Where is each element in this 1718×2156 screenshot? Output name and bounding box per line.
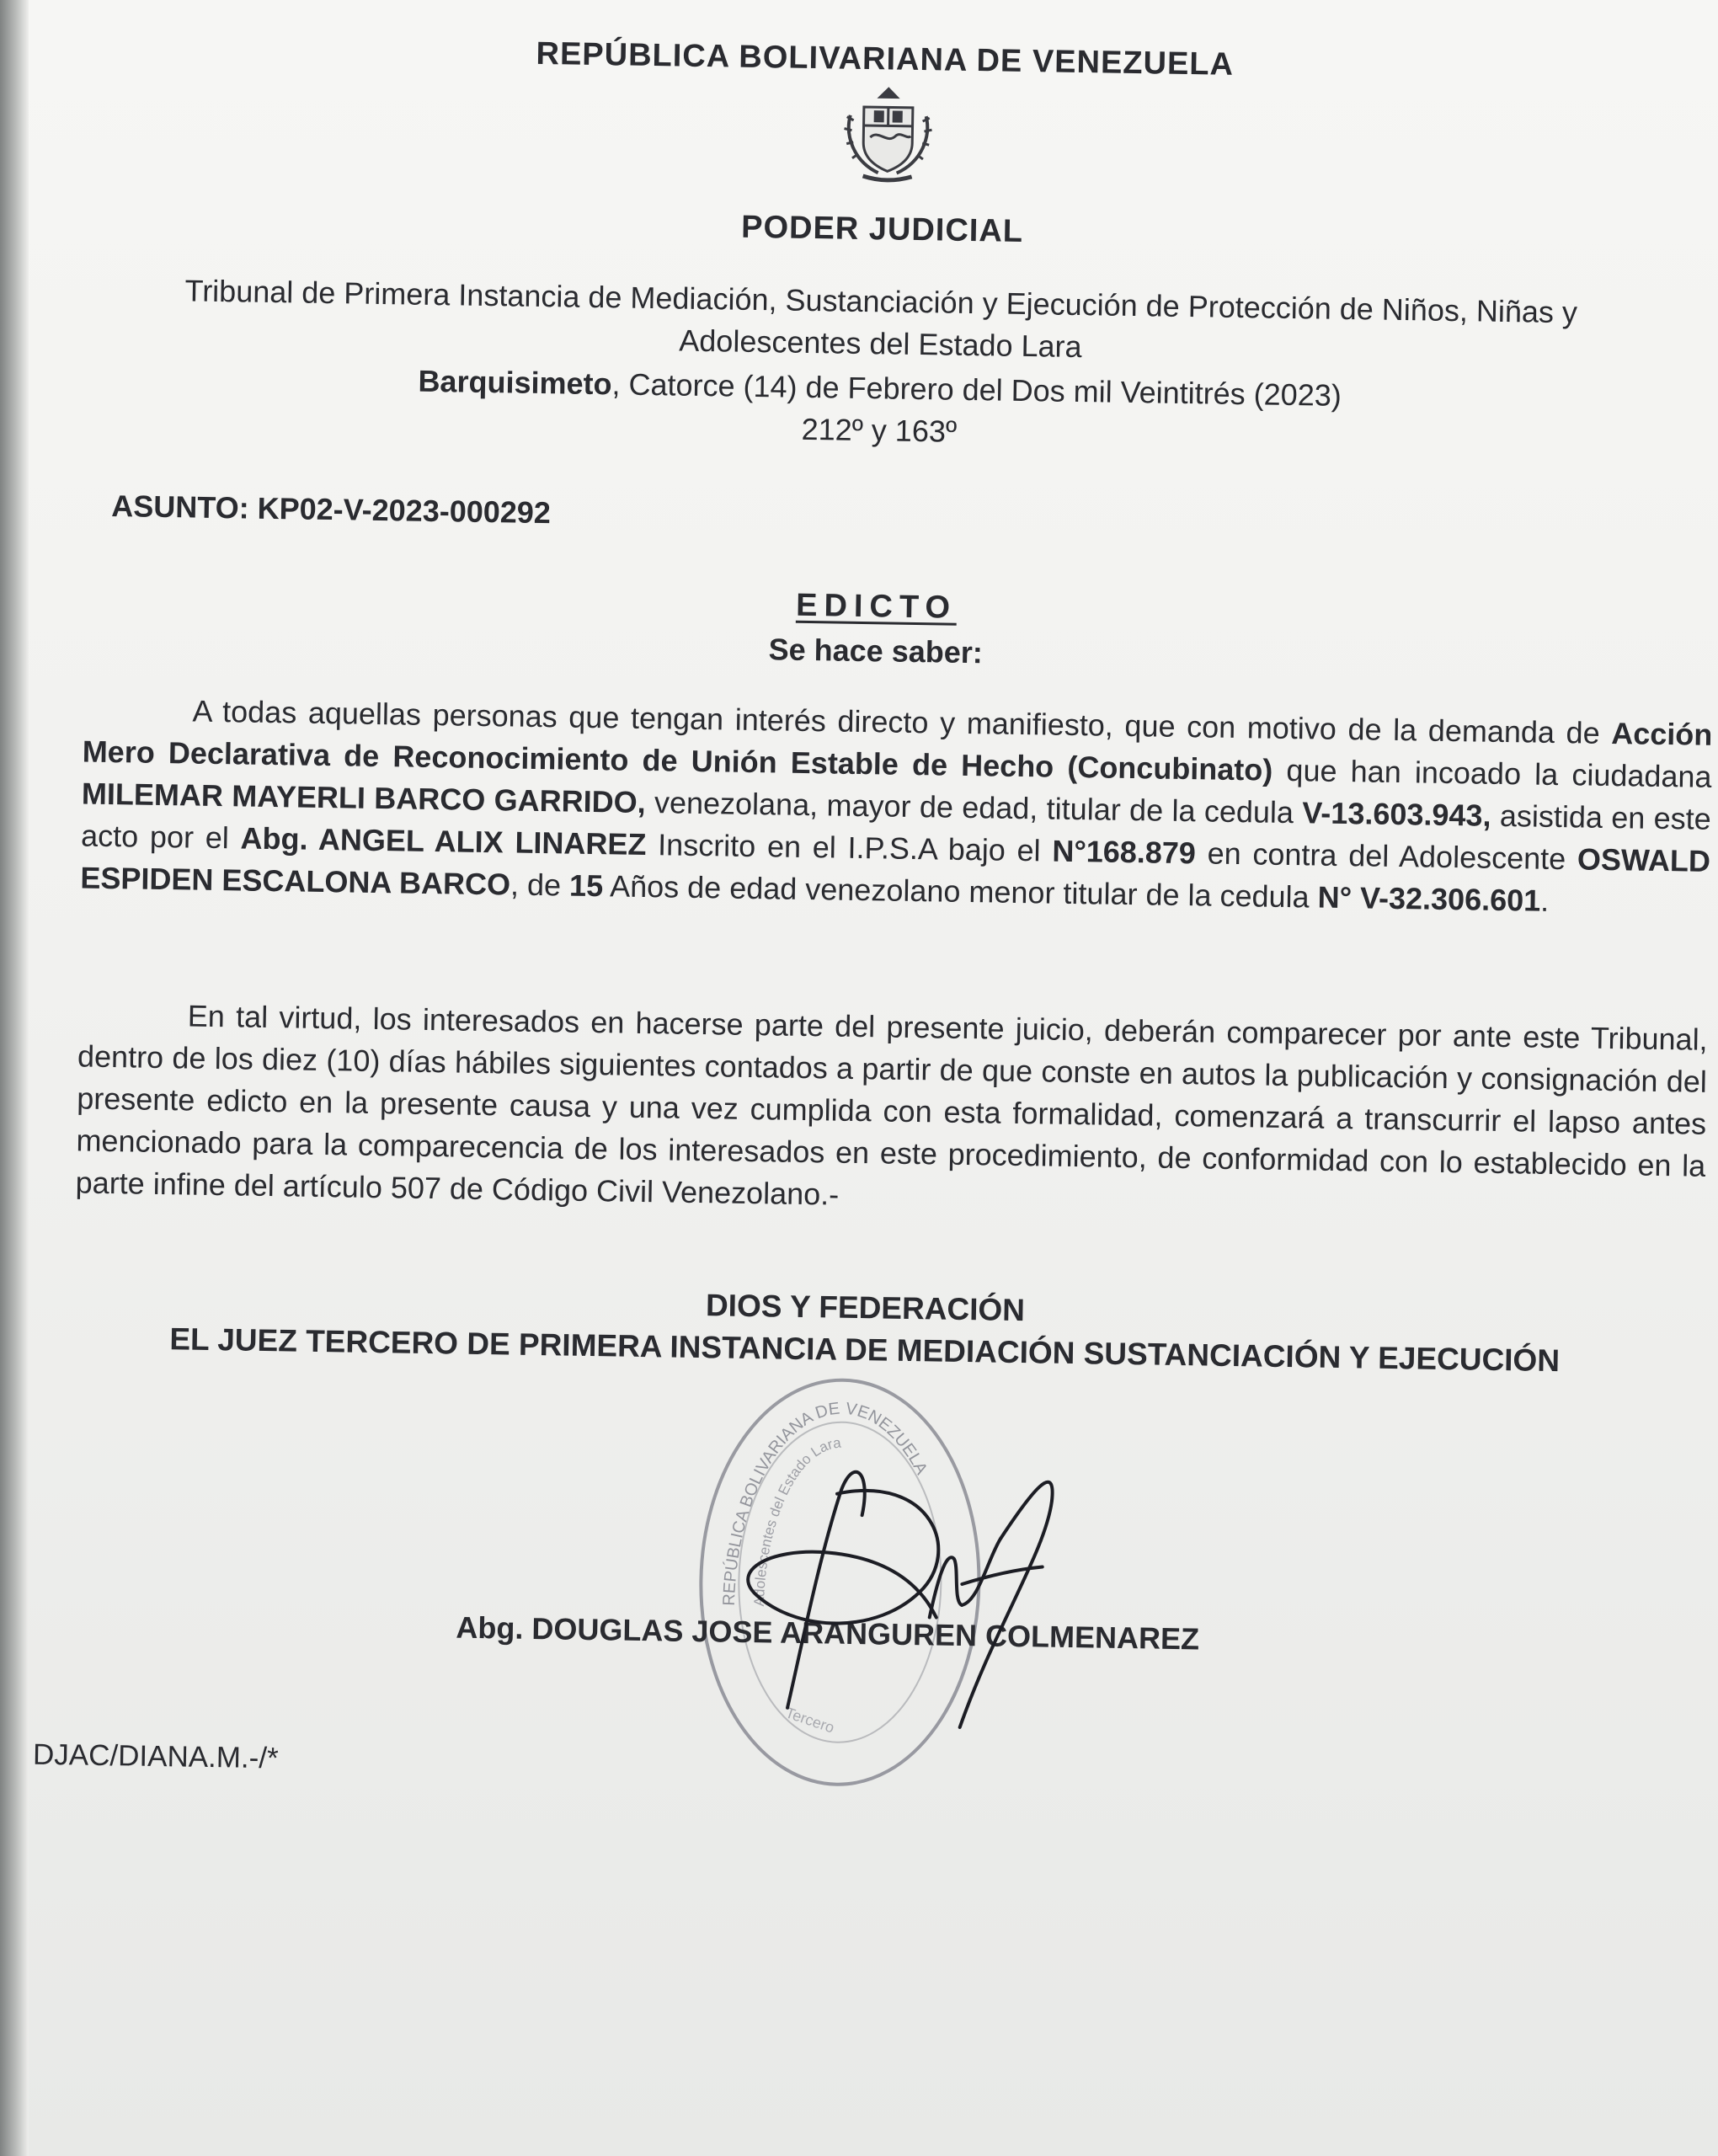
handwritten-signature [707, 1454, 1099, 1737]
attorney-name: Abg. ANGEL ALIX LINAREZ [240, 820, 647, 862]
defendant-name: OSWALD ESPIDEN ESCALONA BARCO [80, 841, 1711, 902]
date-text: , Catorce (14) de Febrero del Dos mil Veintitrés (2023) [611, 366, 1342, 413]
court-name-line1: Tribunal de Primera Instancia de Mediación, Sustanciación y Ejecución de Protección de Niños, Niñas y [184, 273, 1578, 330]
coat-of-arms-icon [837, 81, 938, 188]
case-number: ASUNTO: KP02-V-2023-000292 [111, 488, 552, 531]
seal-text-outer: REPÚBLICA BOLIVARIANA DE VENEZUELA [719, 1399, 931, 1607]
country-heading: REPÚBLICA BOLIVARIANA DE VENEZUELA [536, 35, 1235, 83]
judicial-power-heading: PODER JUDICIAL [740, 209, 1024, 249]
claim-type: Acción Mero Declarativa de Reconocimiento de Unión Estable de Hecho (Concubinato) [82, 715, 1713, 787]
years-line: 212º y 163º [801, 411, 958, 449]
document-title: EDICTO [795, 587, 958, 626]
closing-motto: DIOS Y FEDERACIÓN [705, 1288, 1026, 1328]
attorney-ipsa: N°168.879 [1052, 833, 1197, 871]
seal-text-inner: Adolescentes del Estado Lara [750, 1434, 842, 1607]
plaintiff-id: V-13.603.943, [1302, 795, 1491, 833]
court-name-line2: Adolescentes del Estado Lara [679, 323, 1082, 365]
plaintiff-name: MILEMAR MAYERLI BARCO GARRIDO, [81, 776, 646, 819]
body-paragraph-2: En tal virtud, los interesados en hacerse parte del presente juicio, deberán comparecer por ante este Tribunal, dentro de los diez (10) días hábiles siguientes contados a partir de que conste en autos la publicación y consignación del presente edicto en la presente causa y una vez cumplida con esta formalidad, comenzará a transcurrir el lapso antes mencionado para la comparecencia de los interesados en este procedimiento, de conformidad con lo establecido en la parte infine del artículo 507 de Código Civil Venezolano.- [75, 998, 1708, 1212]
paper-shadow-edge [0, 0, 29, 2156]
defendant-age: 15 [568, 867, 604, 904]
defendant-id: N° V-32.306.601 [1317, 879, 1541, 918]
seal-text-bottom: Tercero [783, 1704, 837, 1737]
judge-title: EL JUEZ TERCERO DE PRIMERA INSTANCIA DE MEDIACIÓN SUSTANCIACIÓN Y EJECUCIÓN [169, 1321, 1561, 1379]
document-reference: DJAC/DIANA.M.-/* [32, 1737, 280, 1775]
body-paragraph-1: A todas aquellas personas que tengan interés directo y manifiesto, que con motivo de la demanda de Acción Mero Declarativa de Reconocimiento de Unión Estable de Hecho (Concubinato) que han incoado la ciudadana MILEMAR MAYERLI BARCO GARRIDO, venezolana, mayor de edad, titular de la cedula V-13.603.943, asistida en este acto por el Abg. ANGEL ALIX LINAREZ Inscrito en el I.P.S.A bajo el N°168.879 en contra del Adolescente OSWALD ESPIDEN ESCALONA BARCO, de 15 Años de edad venezolano menor titular de la cedula N° V-32.306.601. [80, 693, 1713, 918]
edict-document [32, 20, 1718, 2134]
document-subtitle: Se hace saber: [768, 632, 984, 670]
city-name: Barquisimeto [418, 363, 612, 402]
signatory-name: Abg. DOUGLAS JOSE ARANGUREN COLMENAREZ [456, 1609, 1200, 1657]
